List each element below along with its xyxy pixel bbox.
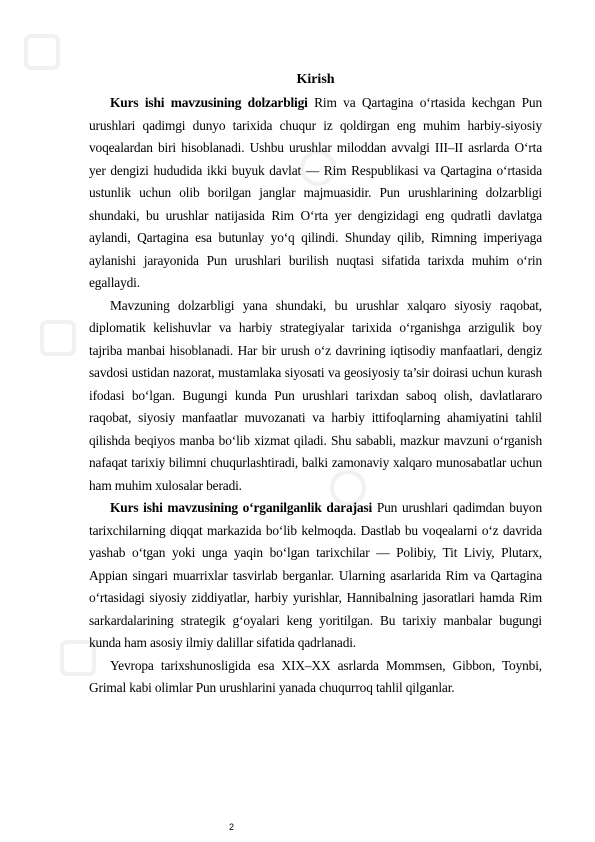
paragraph-lead: Kurs ishi mavzusining dolzarbligi <box>110 95 308 110</box>
paragraph-lead: Kurs ishi mavzusining o‘rganilganlik darajasi <box>110 500 373 515</box>
section-title: Kirish <box>296 72 335 87</box>
paragraph-study-level <box>89 497 542 655</box>
paragraph-historiography <box>89 655 542 700</box>
paragraph-text: Mavzuning dolzarbligi yana shundaki, bu urushlar xalqaro siyosiy raqobat, diplomatik kelishuvlar va harbiy strategiyalar tarixida o‘rganishga arzigulik boy tajriba manbai hisoblanadi. Har bir urush o‘z davrining iqtisodiy manfaatlari, dengiz savdosi ustidan nazorat, mustamlaka siyosati va geosiyosiy ta’sir doirasi uchun kurash ifodasi bo‘lgan. Bugungi kunda Pun urushlari tarixdan saboq olish, davlatlararo raqobat, siyosiy manfaatlar muvozanati va harbiy ittifoqlarning ahamiyatini tahlil qilishda beqiyos manba bo‘lib xizmat qiladi. Shu sababli, mazkur mavzuni o‘rganish nafaqat tarixiy bilimni chuqurlashtiradi, balki zamonaviy xalqaro munosabatlar uchun ham muhim xulosalar beradi. <box>89 297 542 493</box>
paragraph-relevance-continued <box>89 295 542 498</box>
watermark-square-icon <box>24 34 60 70</box>
paragraph-text: Pun urushlari qadimdan buyon tarixchilarning diqqat markazida bo‘lib kelmoqda. Dastlab bu voqealarni o‘z davrida yashab o‘tgan yoki unga yaqin bo‘lgan tarixchilar — Polibiy, Tit Liviy, Plutarx, Appian singari muarrixlar tasvirlab berganlar. Ularning asarlarida Rim va Qartagina o‘rtasidagi siyosiy ziddiyatlar, harbiy yurishlar, Hannibalning jasoratlari hamda Rim sarkardalarining strategik g‘oyalari keng yoritilgan. Bu tarixiy manbalar bugungi kunda ham asosiy ilmiy dalillar sifatida qadrlanadi. <box>89 500 543 650</box>
paragraph-text: Yevropa tarixshunosligida esa XIX–XX asrlarda Mommsen, Gibbon, Toynbi, Grimal kabi olimlar Pun urushlarini yanada chuqurroq tahlil qilganlar. <box>89 657 542 695</box>
watermark-square-icon <box>40 320 76 356</box>
page-number: 2 <box>229 822 235 832</box>
paragraph-text: Rim va Qartagina o‘rtasida kechgan Pun urushlari qadimgi dunyo tarixida chuqur iz qoldirgan eng muhim harbiy-siyosiy voqealardan biri hisoblanadi. Ushbu urushlar miloddan avvalgi III–II asrlarda O‘rta yer dengizi hududida ikki buyuk davlat — Rim Respublikasi va Qartagina o‘rtasida ustunlik uchun olib borilgan janglar majmuasidir. Pun urushlarining dolzarbligi shundaki, bu urushlar natijasida Rim O‘rta yer dengizidagi eng qudratli davlatga aylandi, Qartagina esa butunlay yo‘q qilindi. Shunday qilib, Rimning imperiyaga aylanishi jarayonida Pun urushlari burilish nuqtasi sifatida tarixda muhim o‘rin egallaydi. <box>89 95 542 290</box>
paragraph-relevance <box>89 92 542 295</box>
document-body <box>89 70 542 700</box>
